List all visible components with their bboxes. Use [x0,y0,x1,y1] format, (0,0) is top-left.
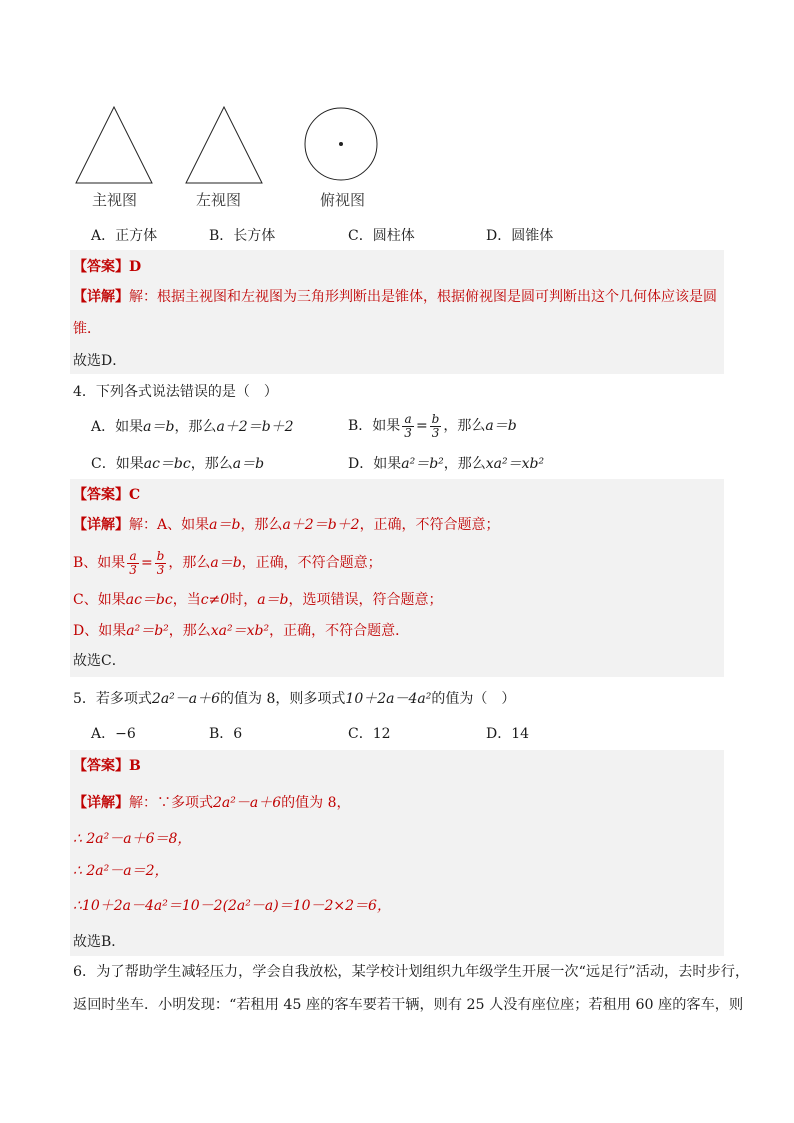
fraction-a-over-3: $\frac{a}{3}$ [129,548,137,577]
front-view-label: 主视图 [92,191,138,209]
q3-option-c: C．圆柱体 [348,228,415,244]
q4-opt-d-mid: ，那么 [443,456,486,472]
q4-opt-d-prefix: D．如果 [348,456,402,472]
q6-line2: 返回时坐车．小明发现：“若租用 45 座的客车要若干辆，则有 25 人没有座位座；若租用 60 座的客车，则 [73,997,744,1013]
fraction-a-over-3: $\frac{a}{3}$ [404,411,412,440]
q5-option-c: C．12 [348,726,391,742]
top-view-label: 俯视图 [320,191,366,209]
q5-answer-band [70,750,724,956]
q4-option-b: B．如果 $\frac{a}{3}$ = $\frac{b}{3}$ ，那么a＝b [348,411,517,440]
q5-detail-tag: 【详解】 [73,795,129,811]
left-view-triangle [184,105,264,185]
q4-detail-tag: 【详解】 [73,517,129,533]
q5-option-d: D．14 [486,726,530,742]
q5-option-a: A．−6 [91,726,136,742]
q6-line1: 6．为了帮助学生减轻压力，学会自我放松，某学校计划组织九年级学生开展一次“远足行”活动，去时步行， [73,964,750,980]
q4-opt-a-cond: a＝b [143,419,175,435]
q4-opt-c-cond: ac＝bc [143,456,191,472]
q5-conclusion: 故选B． [73,934,126,950]
q4-opt-d-res: xa²＝xb² [485,456,545,472]
fraction-b-over-3: $\frac{b}{3}$ [431,411,440,440]
q3-conclusion: 故选D． [73,353,127,369]
q4-detail-line1: 【详解】解：A、如果a＝b，那么a＋2＝b＋2，正确，不符合题意； [73,517,500,533]
q4-option-a [91,417,294,437]
front-view-triangle [74,105,154,185]
q4-opt-c-prefix: C．如果 [91,456,144,472]
q4-opt-a-prefix: A．如果 [91,419,144,435]
q3-option-d: D．圆锥体 [486,228,554,244]
q3-option-b: B．长方体 [209,228,276,244]
q5-detail-line2: ∴ 2a²－a＋6＝8， [73,831,192,847]
q4-opt-d-cond: a²＝b² [401,456,444,472]
q3-detail-text: 解：根据主视图和左视图为三角形判断出是锥体，根据俯视图是圆可判断出这个几何体应该是圆 [129,289,717,305]
q3-detail-tag: 【详解】 [73,289,129,305]
q3-answer: 【答案】D [73,259,142,275]
q4-opt-a-res: a＋2＝b＋2 [216,419,294,435]
q4-opt-c-res: a＝b [232,456,265,472]
q5-detail-line4: ∴10＋2a－4a²＝10－2(2a²－a)＝10－2×2＝6， [73,898,391,914]
q4-stem: 4．下列各式说法错误的是（ ） [73,384,278,400]
q4-answer: 【答案】C [73,487,141,503]
q4-conclusion: 故选C． [73,653,126,669]
q4-option-d [348,454,544,474]
q4-detail-line3: C、如果ac＝bc，当c≠0时，a＝b，选项错误，符合题意； [73,592,443,608]
q4-detail-line2: B、如果 $\frac{a}{3}$ = $\frac{b}{3}$ ，那么a＝b，正确，不符合题意； [73,548,382,577]
q4-detail-line4: D、如果a²＝b²，那么xa²＝xb²，正确，不符合题意． [73,623,410,639]
q5-detail-line3: ∴ 2a²－a＝2， [73,863,169,879]
left-view-label: 左视图 [196,191,242,209]
q4-opt-b-mid: ，那么 [443,418,486,434]
q3-option-a: A．正方体 [91,228,158,244]
top-view-circle [303,106,379,182]
q5-detail-line1: 【详解】解：∵多项式2a²－a＋6的值为 8， [73,795,351,811]
q5-stem: 5．若多项式2a²－a＋6的值为 8，则多项式10＋2a－4a²的值为（ ） [73,691,516,707]
q3-answer-band [70,250,724,374]
q3-detail-line2: 锥． [73,321,101,337]
q4-opt-b-prefix: B．如果 [348,418,401,434]
q5-answer: 【答案】B [73,758,141,774]
q4-opt-c-mid: ，那么 [190,456,233,472]
q4-opt-b-res: a＝b [485,418,517,434]
fraction-b-over-3: $\frac{b}{3}$ [156,548,165,577]
q4-opt-a-mid: ，那么 [174,419,217,435]
q3-detail-line1 [73,287,717,307]
q4-option-c [91,454,264,474]
q5-option-b: B．6 [209,726,243,742]
